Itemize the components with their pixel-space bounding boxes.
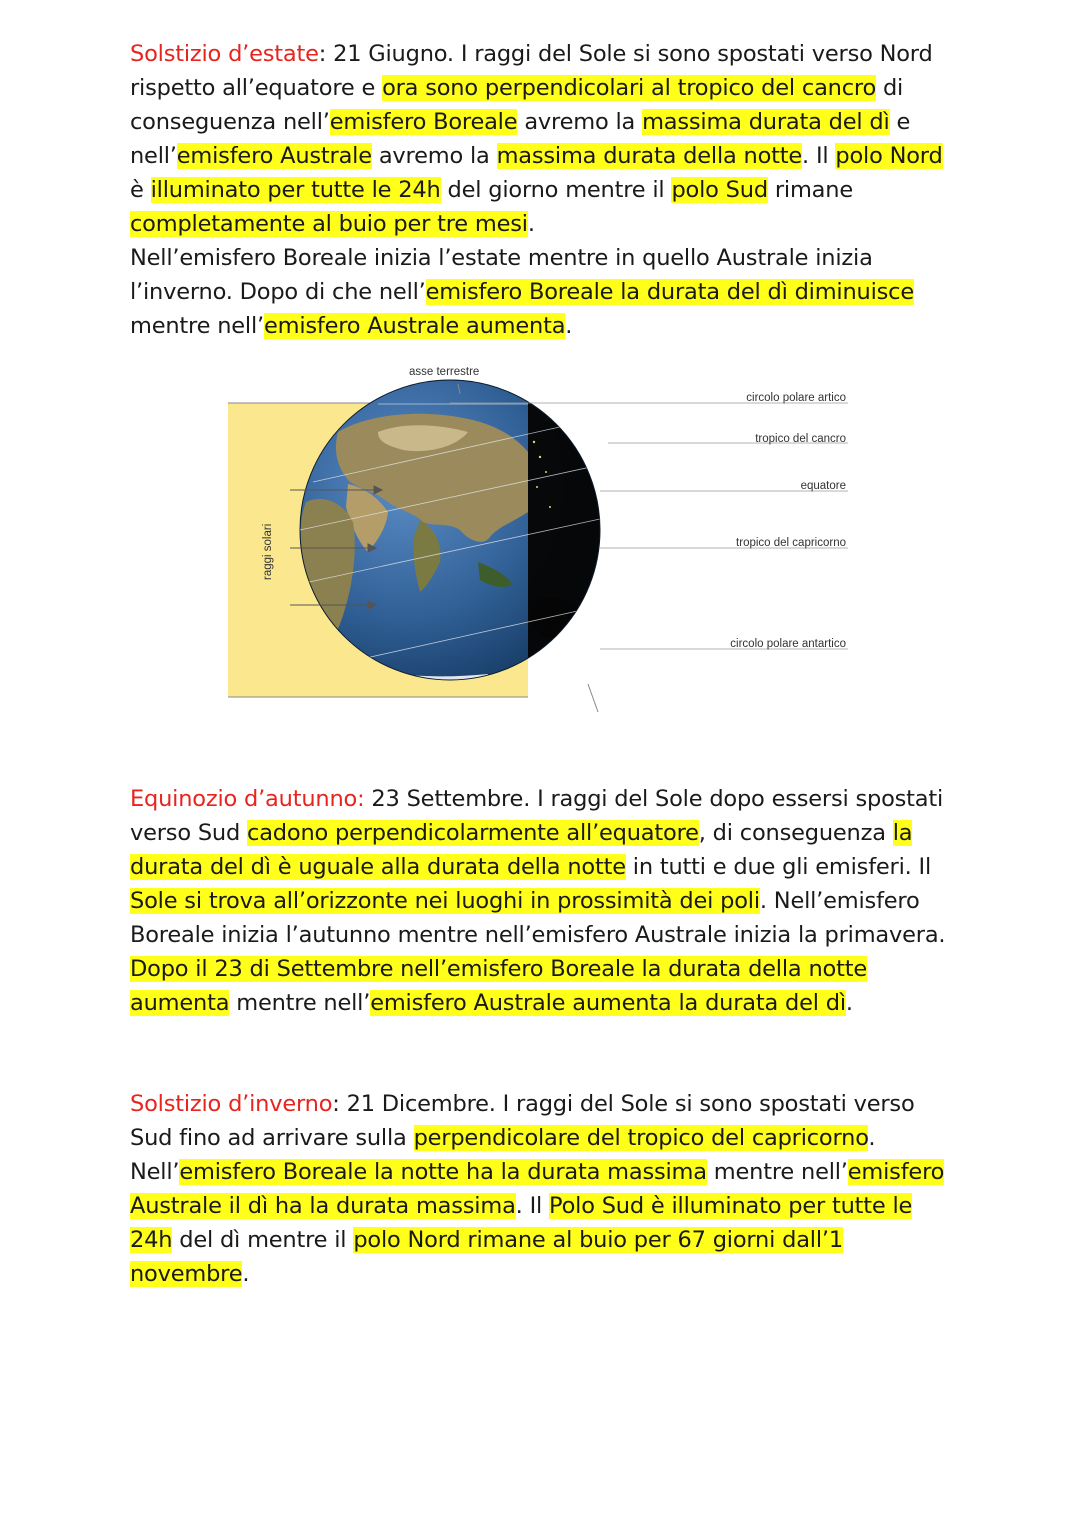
highlighted-text: ora sono perpendicolari al tropico del cancro	[382, 75, 877, 101]
highlighted-text: emisfero Australe	[176, 143, 372, 169]
body-text: mentre nell’	[706, 1159, 848, 1185]
body-text: . Il	[802, 143, 836, 169]
highlighted-text: massima durata del dì	[642, 109, 890, 135]
night-side	[528, 362, 628, 712]
equator-label: equatore	[800, 480, 846, 492]
highlighted-text: cadono perpendicolarmente all’equatore	[247, 820, 699, 846]
body-text: 23 Settembre. I raggi del Sole dopo essersi spostati verso Sud	[130, 786, 944, 846]
highlighted-text: completamente al buio per tre mesi	[130, 211, 528, 237]
body-text: mentre nell’	[229, 990, 371, 1016]
antarctic-circle-label: circolo polare antartico	[730, 638, 846, 650]
solstice-diagram	[228, 362, 868, 712]
highlighted-text: emisfero Australe aumenta la durata del dì	[370, 990, 846, 1016]
axis-bottom	[588, 684, 598, 712]
tropic-capricorn-label: tropico del capricorno	[736, 537, 846, 549]
body-text: del giorno mentre il	[440, 177, 672, 203]
body-text: mentre nell’	[130, 313, 264, 339]
body-text: : 21 Dicembre. I raggi del Sole si sono spostati verso Sud fino ad arrivare sulla	[130, 1091, 915, 1151]
city-light	[539, 456, 541, 458]
body-text: avremo la	[371, 143, 497, 169]
city-light	[545, 471, 547, 473]
body-text: rimane	[767, 177, 853, 203]
body-text: avremo la	[517, 109, 643, 135]
body-text: . Nell’	[130, 1125, 876, 1185]
tropic-cancer-label: tropico del cancro	[755, 433, 846, 445]
body-text: , di conseguenza	[698, 820, 893, 846]
highlighted-text: Polo Sud è illuminato per tutte le 24h	[130, 1193, 913, 1253]
body-text: : 21 Giugno. I raggi del Sole si sono spostati verso Nord rispetto all’equatore e	[130, 41, 933, 101]
highlighted-text: emisfero Australe il dì ha la durata massima	[130, 1159, 945, 1219]
body-text: e nell’	[130, 109, 911, 169]
body-text: .	[565, 313, 573, 339]
body-text: di conseguenza nell’	[130, 75, 904, 135]
axis-label: asse terrestre	[409, 366, 480, 378]
highlighted-text: emisfero Boreale	[329, 109, 518, 135]
highlighted-text: emisfero Australe aumenta	[263, 313, 566, 339]
highlighted-text: emisfero Boreale la notte ha la durata massima	[179, 1159, 707, 1185]
highlighted-text: Sole si trova all’orizzonte nei luoghi in prossimità dei poli	[130, 888, 760, 914]
body-text: . Il	[515, 1193, 550, 1219]
body-text: .	[242, 1261, 250, 1287]
earth-illumination-figure	[228, 362, 868, 712]
highlighted-text: polo Sud	[671, 177, 768, 203]
highlighted-text: perpendicolare del tropico del capricorno	[413, 1125, 869, 1151]
body-text: .	[527, 211, 535, 237]
highlighted-text: polo Nord	[835, 143, 943, 169]
body-text: . Nell’emisfero Boreale inizia l’autunno mentre nell’emisfero Australe inizia la primavera.	[130, 888, 946, 948]
city-light	[536, 486, 538, 488]
city-light	[549, 506, 551, 508]
highlighted-text: Dopo il 23 di Settembre nell’emisfero Boreale la durata della notte aumenta	[130, 956, 867, 1016]
summer-solstice-paragraph	[130, 37, 950, 343]
winter-solstice-paragraph	[130, 1087, 950, 1291]
highlighted-text: polo Nord rimane al buio per 67 giorni dall’1 novembre	[130, 1227, 843, 1287]
highlighted-text: la durata del dì è uguale alla durata della notte	[130, 820, 913, 880]
body-text: Nell’emisfero Boreale inizia l’estate mentre in quello Australe inizia l’inverno. Dopo di che nell’	[130, 245, 873, 305]
body-text: .	[845, 990, 853, 1016]
sun-rays-label: raggi solari	[262, 523, 274, 580]
autumn-equinox-paragraph	[130, 782, 950, 1020]
highlighted-text: emisfero Boreale la durata del dì diminuisce	[425, 279, 914, 305]
highlighted-text: massima durata della notte	[496, 143, 803, 169]
city-light	[533, 441, 535, 443]
section-title: Equinozio d’autunno:	[130, 786, 365, 812]
highlighted-text: illuminato per tutte le 24h	[150, 177, 441, 203]
body-text: è	[130, 177, 151, 203]
section-title: Solstizio d’estate	[130, 41, 319, 67]
arctic-circle-label: circolo polare artico	[746, 392, 846, 404]
body-text: in tutti e due gli emisferi. Il	[625, 854, 932, 880]
section-title: Solstizio d’inverno	[130, 1091, 333, 1117]
body-text: del dì mentre il	[172, 1227, 354, 1253]
